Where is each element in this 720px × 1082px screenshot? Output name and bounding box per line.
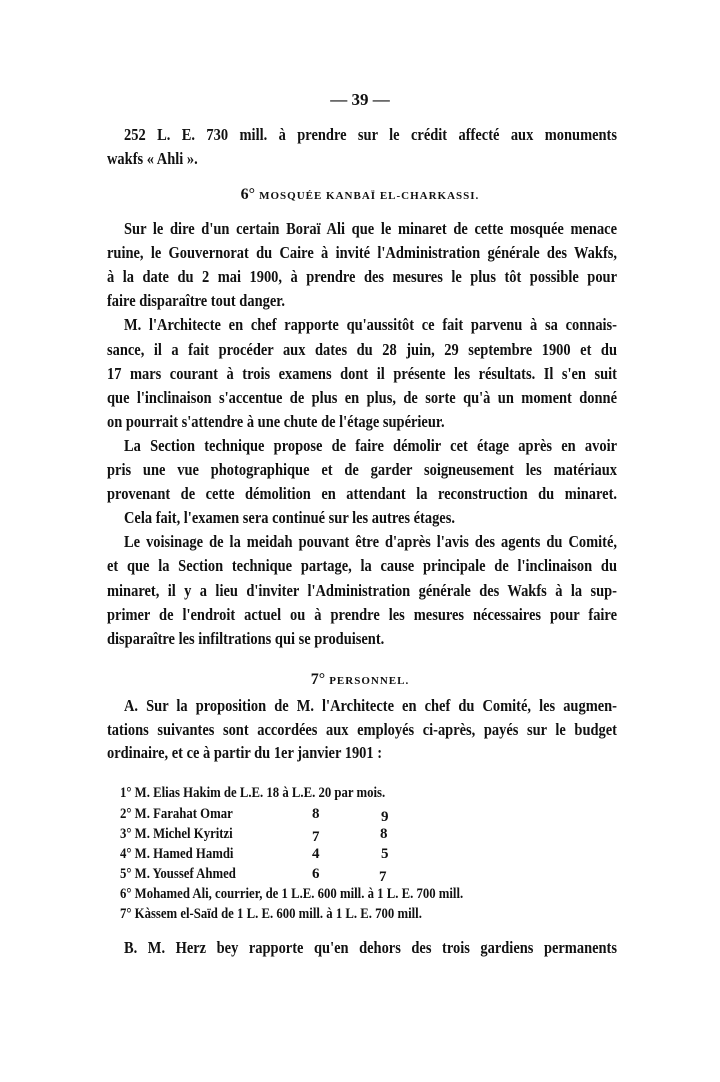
raise-list-item: 5° M. Youssef Ahmed	[120, 866, 236, 882]
section-number: 6°	[240, 186, 256, 203]
page-number: — 39 —	[330, 90, 390, 109]
paragraph-line: La Section technique propose de faire démolir cet étage après en avoir	[124, 435, 617, 455]
raise-to: 5	[381, 846, 389, 862]
paragraph-line: à la date du 2 mai 1900, à prendre des mesures le plus tôt possible pour	[107, 267, 617, 287]
raise-to: 9	[381, 809, 389, 825]
paragraph-line: Sur le dire d'un certain Boraï Ali que le minaret de cette mosquée menace	[124, 219, 617, 238]
paragraph-line: ruine, le Gouvernorat du Caire à invité l'Administration générale des Wakfs,	[107, 243, 617, 263]
raise-list-item: 6° Mohamed Ali, courrier, de 1 L.E. 600 mill. à 1 L. E. 700 mill.	[120, 886, 464, 902]
paragraph-line: minaret, il y a lieu d'inviter l'Administration générale des Wakfs à la sup-	[107, 580, 617, 600]
raise-to: 7	[379, 869, 387, 885]
section-title: PERSONNEL.	[329, 675, 410, 687]
paragraph-line: faire disparaître tout danger.	[107, 291, 285, 311]
paragraph-line: pris une vue photographique et de garder soigneusement les matériaux	[107, 460, 617, 479]
section-title: MOSQUÉE KANBAÏ EL-CHARKASSI.	[259, 190, 480, 202]
raise-to: 8	[380, 826, 388, 842]
raise-list-item: 3° M. Michel Kyritzi	[120, 826, 233, 842]
section-number: 7°	[310, 671, 326, 688]
raise-list-item: 1° M. Elias Hakim de L.E. 18 à L.E. 20 par mois.	[120, 785, 386, 801]
raise-from: 7	[312, 829, 320, 845]
raise-list-item: 4° M. Hamed Hamdi	[120, 846, 234, 862]
paragraph-line: primer de l'endroit actuel ou à prendre les mesures nécessaires pour faire	[107, 604, 617, 624]
paragraph-line: M. l'Architecte en chef rapporte qu'aussitôt ce fait parvenu à sa connais-	[124, 315, 617, 335]
paragraph-line: A. Sur la proposition de M. l'Architecte en chef du Comité, les augmen-	[124, 696, 617, 715]
paragraph-line: 17 mars courant à trois examens dont il présente les résultats. Il s'en suit	[107, 363, 617, 383]
section-6-heading	[0, 185, 720, 206]
paragraph-line: ordinaire, et ce à partir du 1er janvier 1901 :	[107, 743, 383, 762]
paragraph-line: Cela fait, l'examen sera continué sur les autres étages.	[124, 508, 455, 528]
intro-line: wakfs « Ahli ».	[107, 149, 198, 168]
raise-list-item: 2° M. Farahat Omar	[120, 806, 233, 822]
paragraph-line: sance, il a fait procéder aux dates du 28 juin, 29 septembre 1900 et du	[107, 339, 617, 359]
intro-line: 252 L. E. 730 mill. à prendre sur le crédit affecté aux monuments	[124, 125, 617, 144]
raise-from: 6	[312, 866, 320, 882]
paragraph-line: on pourrait s'attendre à une chute de l'étage supérieur.	[107, 411, 445, 431]
paragraph-line: B. M. Herz bey rapporte qu'en dehors des trois gardiens permanents	[124, 938, 617, 957]
paragraph-line: provenant de cette démolition en attendant la reconstruction du minaret.	[107, 484, 617, 504]
paragraph-line: que l'inclinaison s'accentue de plus en plus, de sorte qu'à un moment donné	[107, 387, 617, 407]
paragraph-line: et que la Section technique partage, la cause principale de l'inclinaison du	[107, 556, 617, 576]
raise-list-item: 7° Kàssem el-Saïd de 1 L. E. 600 mill. à 1 L. E. 700 mill.	[120, 906, 422, 922]
section-7-heading	[0, 670, 720, 691]
raise-from: 8	[312, 806, 320, 822]
paragraph-line: Le voisinage de la meidah pouvant être d'après l'avis des agents du Comité,	[124, 532, 617, 552]
raise-from: 4	[312, 846, 320, 862]
paragraph-line: disparaître les infiltrations qui se produisent.	[107, 628, 385, 648]
paragraph-line: tations suivantes sont accordées aux employés ci-après, payés sur le budget	[107, 720, 617, 739]
